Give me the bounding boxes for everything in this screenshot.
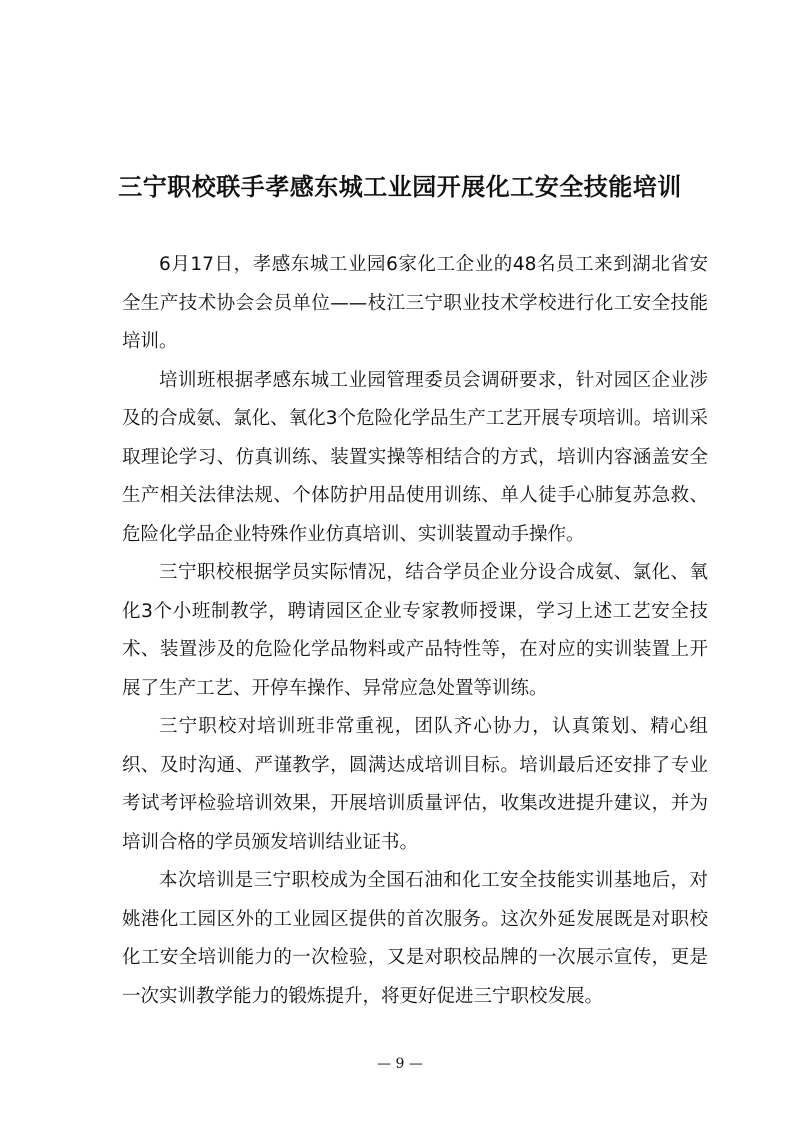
article-title: 三宁职校联手孝感东城工业园开展化工安全技能培训 [118, 172, 682, 201]
paragraph-5: 本次培训是三宁职校成为全国石油和化工安全技能实训基地后，对姚港化工园区外的工业园区提供的首次服务。这次外延发展既是对职校化工安全培训能力的一次检验，又是对职校品牌的一次展示宣传，更是一次实训教学能力的锻炼提升，将更好促进三宁职校发展。 [122, 870, 708, 1007]
paragraph-3: 三宁职校根据学员实际情况，结合学员企业分设合成氨、氯化、氧化3个小班制教学，聘请园区企业专家教师授课，学习上述工艺安全技术、装置涉及的危险化学品物料或产品特性等，在对应的实训装置上开展了生产工艺、开停车操作、异常应急处置等训练。 [122, 562, 708, 699]
page-number: — 9 — [377, 1056, 423, 1072]
paragraph-2: 培训班根据孝感东城工业园管理委员会调研要求，针对园区企业涉及的合成氨、氯化、氧化3个危险化学品生产工艺开展专项培训。培训采取理论学习、仿真训练、装置实操等相结合的方式，培训内容涵盖安全生产相关法律法规、个体防护用品使用训练、单人徒手心肺复苏急救、危险化学品企业特殊作业仿真培训、实训装置动手操作。 [122, 369, 708, 545]
paragraph-4: 三宁职校对培训班非常重视，团队齐心协力，认真策划、精心组织、及时沟通、严谨教学，圆满达成培训目标。培训最后还安排了专业考试考评检验培训效果，开展培训质量评估，收集改进提升建议，并为培训合格的学员颁发培训结业证书。 [122, 716, 708, 853]
paragraph-1: 6月17日，孝感东城工业园6家化工企业的48名员工来到湖北省安全生产技术协会会员单位——枝江三宁职业技术学校进行化工安全技能培训。 [122, 254, 708, 352]
article-body [122, 246, 708, 1016]
